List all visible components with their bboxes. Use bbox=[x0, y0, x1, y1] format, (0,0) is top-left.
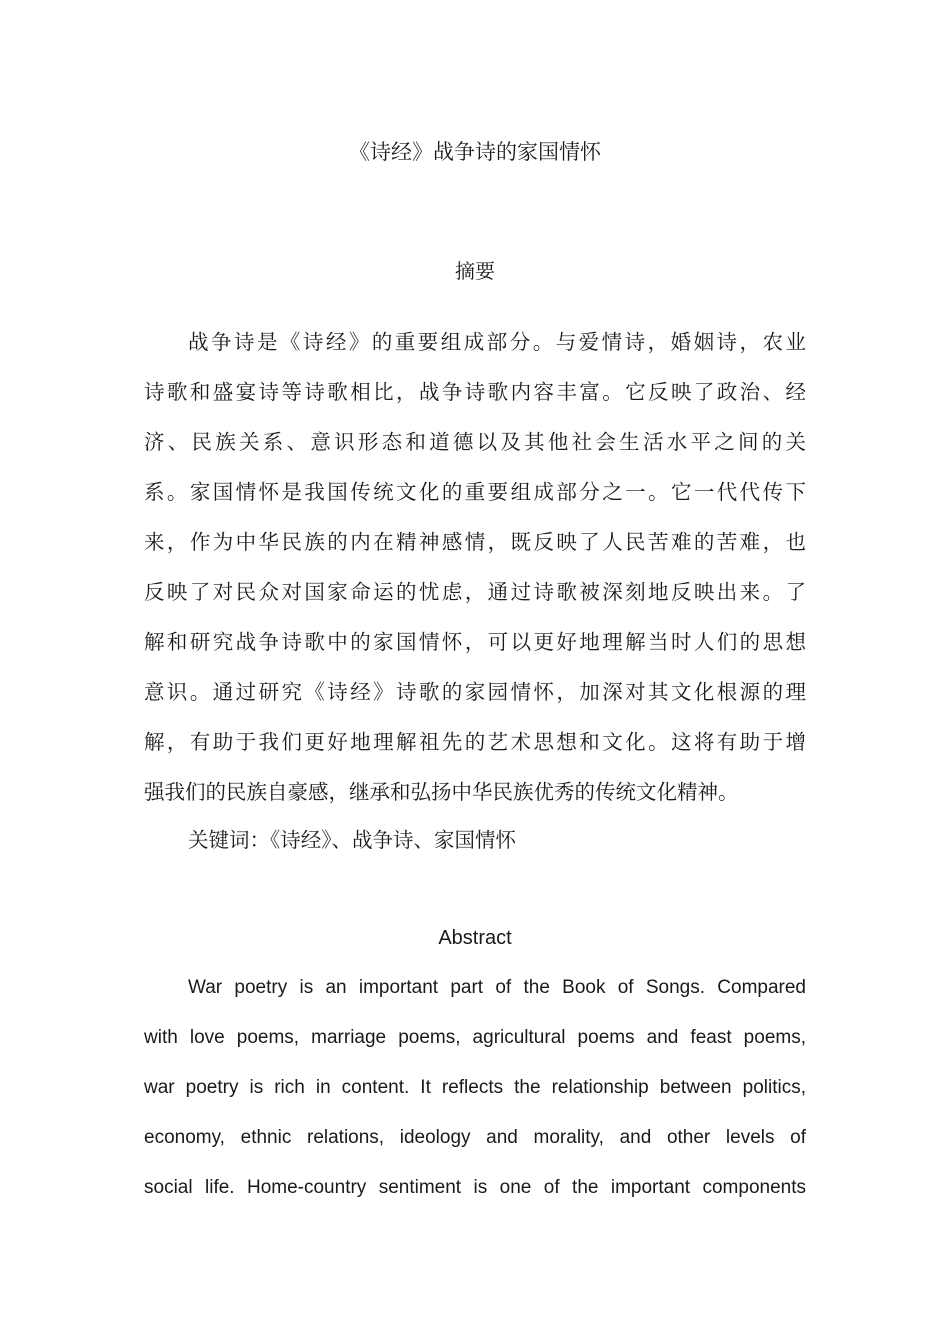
abstract-en-body bbox=[144, 963, 806, 1213]
abstract-en-line: social life. Home-country sentiment is one of the important components bbox=[144, 1177, 806, 1198]
abstract-cn-body bbox=[144, 317, 806, 817]
abstract-cn-line: 解，有助于我们更好地理解祖先的艺术思想和文化。这将有助于增 bbox=[144, 730, 806, 754]
abstract-en-line: with love poems, marriage poems, agricultural poems and feast poems, bbox=[144, 1027, 806, 1048]
abstract-cn-line: 济、民族关系、意识形态和道德以及其他社会生活水平之间的关 bbox=[144, 430, 806, 454]
document-title: 《诗经》战争诗的家国情怀 bbox=[349, 140, 601, 164]
abstract-cn-line: 战争诗是《诗经》的重要组成部分。与爱情诗，婚姻诗，农业 bbox=[188, 330, 806, 354]
abstract-cn-line: 反映了对民众对国家命运的忧虑，通过诗歌被深刻地反映出来。了 bbox=[144, 580, 806, 604]
keywords-line: 关键词：《诗经》、战争诗、家国情怀 bbox=[188, 828, 516, 852]
abstract-cn-line: 来，作为中华民族的内在精神感情，既反映了人民苦难的苦难，也 bbox=[144, 530, 806, 554]
abstract-en-heading: Abstract bbox=[438, 927, 512, 949]
abstract-cn-line: 系。家国情怀是我国传统文化的重要组成部分之一。它一代代传下 bbox=[144, 480, 806, 504]
abstract-cn-line: 意识。通过研究《诗经》诗歌的家园情怀，加深对其文化根源的理 bbox=[144, 680, 806, 704]
abstract-cn-line: 解和研究战争诗歌中的家国情怀，可以更好地理解当时人们的思想 bbox=[144, 630, 806, 654]
abstract-en-line: War poetry is an important part of the Book of Songs. Compared bbox=[188, 977, 806, 998]
abstract-cn-line: 诗歌和盛宴诗等诗歌相比，战争诗歌内容丰富。它反映了政治、经 bbox=[144, 380, 806, 404]
abstract-cn-line: 强我们的民族自豪感，继承和弘扬中华民族优秀的传统文化精神。 bbox=[144, 780, 739, 804]
abstract-en-line: war poetry is rich in content. It reflects the relationship between politics, bbox=[144, 1077, 806, 1098]
abstract-cn-heading: 摘要 bbox=[455, 259, 495, 283]
abstract-en-line: economy, ethnic relations, ideology and morality, and other levels of bbox=[144, 1127, 806, 1148]
